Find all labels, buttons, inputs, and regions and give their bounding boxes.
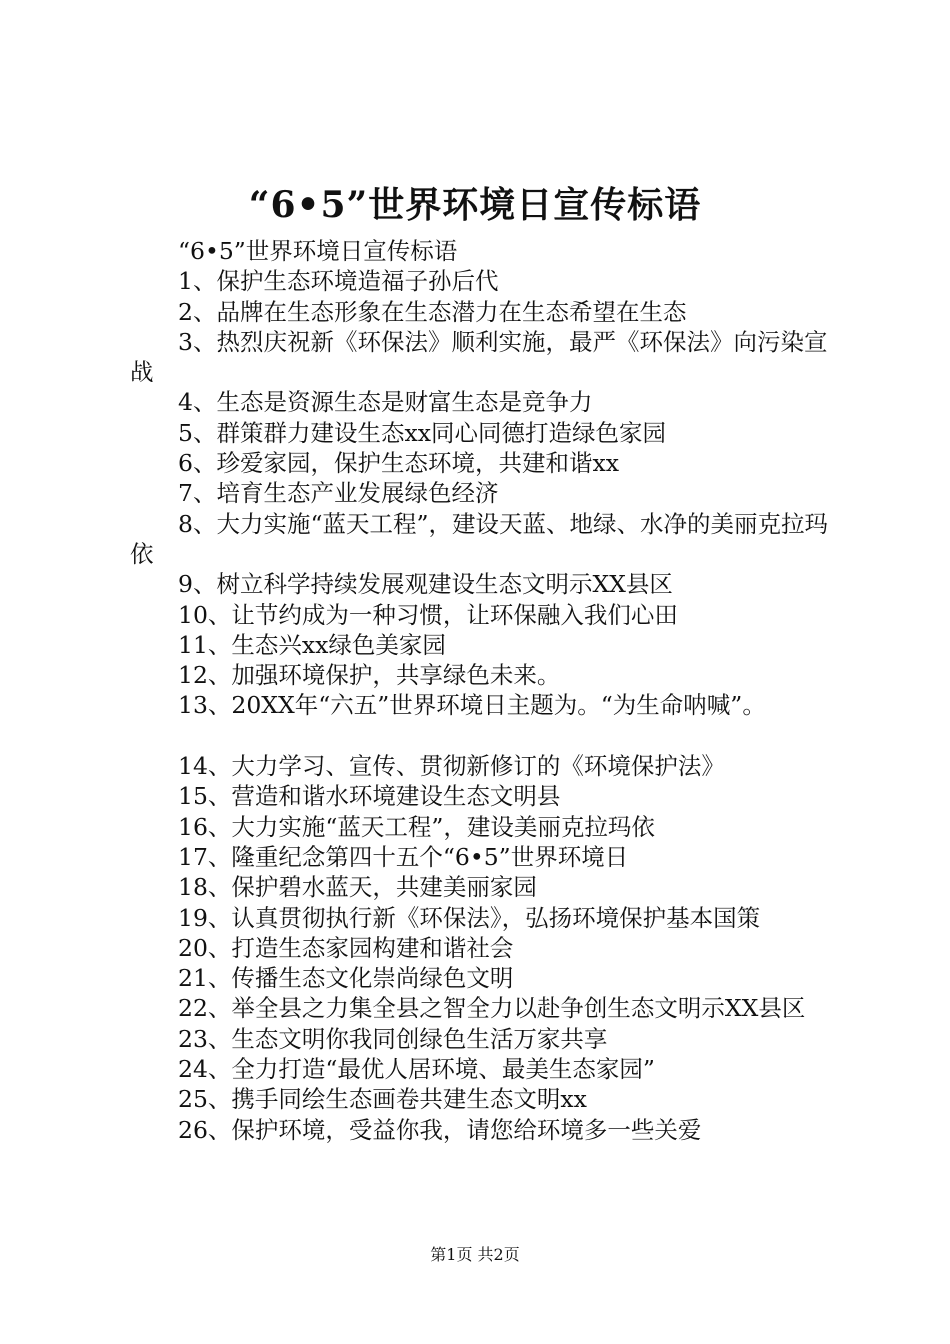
slogan-item-10: 10、让节约成为一种习惯，让环保融入我们心田 (178, 600, 678, 629)
slogan-item-13: 13、20XX年“六五”世界环境日主题为。“为生命呐喊”。 (178, 691, 766, 720)
slogan-item-17: 17、隆重纪念第四十五个“6•5”世界环境日 (178, 842, 629, 871)
slogan-item-7: 7、培育生态产业发展绿色经济 (178, 479, 499, 508)
slogan-item-25: 25、携手同绘生态画卷共建生态文明xx (178, 1085, 587, 1114)
slogan-item-6: 6、珍爱家园，保护生态环境，共建和谐xx (178, 449, 619, 478)
document-body (130, 236, 845, 1145)
slogan-item-26: 26、保护环境，受益你我，请您给环境多一些关爱 (178, 1115, 702, 1144)
slogan-item-9: 9、树立科学持续发展观建设生态文明示XX县区 (178, 570, 673, 599)
slogan-item-24: 24、全力打造“最优人居环境、最美生态家园” (178, 1055, 655, 1084)
slogan-item-8: 8、大力实施“蓝天工程”，建设天蓝、地绿、水净的美丽克拉玛依 (130, 509, 828, 568)
slogan-item-18: 18、保护碧水蓝天，共建美丽家园 (178, 873, 537, 902)
slogan-item-21: 21、传播生态文化崇尚绿色文明 (178, 964, 514, 993)
slogan-item-4: 4、生态是资源生态是财富生态是竞争力 (178, 388, 593, 417)
blank-line (130, 721, 845, 751)
document-subtitle: “6•5”世界环境日宣传标语 (178, 237, 458, 265)
slogan-item-5: 5、群策群力建设生态xx同心同德打造绿色家园 (178, 418, 666, 447)
slogan-item-3: 3、热烈庆祝新《环保法》顺利实施，最严《环保法》向污染宣战 (130, 327, 828, 387)
slogan-item-2: 2、品牌在生态形象在生态潜力在生态希望在生态 (178, 297, 687, 326)
slogan-item-22: 22、举全县之力集全县之智全力以赴争创生态文明示XX县区 (178, 994, 806, 1023)
page-footer: 第1页 共2页 (430, 1245, 520, 1264)
slogan-item-19: 19、认真贯彻执行新《环保法》，弘扬环境保护基本国策 (178, 903, 761, 932)
document-title: “6•5”世界环境日宣传标语 (248, 184, 702, 226)
slogan-item-11: 11、生态兴xx绿色美家园 (178, 630, 446, 659)
slogan-item-15: 15、营造和谐水环境建设生态文明县 (178, 782, 561, 811)
slogan-item-14: 14、大力学习、宣传、贯彻新修订的《环境保护法》 (178, 752, 725, 781)
slogan-item-16: 16、大力实施“蓝天工程”，建设美丽克拉玛依 (178, 812, 655, 841)
slogan-item-12: 12、加强环境保护，共享绿色未来。 (178, 661, 561, 690)
slogan-item-1: 1、保护生态环境造福子孙后代 (178, 267, 499, 296)
slogan-item-23: 23、生态文明你我同创绿色生活万家共享 (178, 1024, 608, 1053)
slogan-item-20: 20、打造生态家园构建和谐社会 (178, 933, 514, 962)
